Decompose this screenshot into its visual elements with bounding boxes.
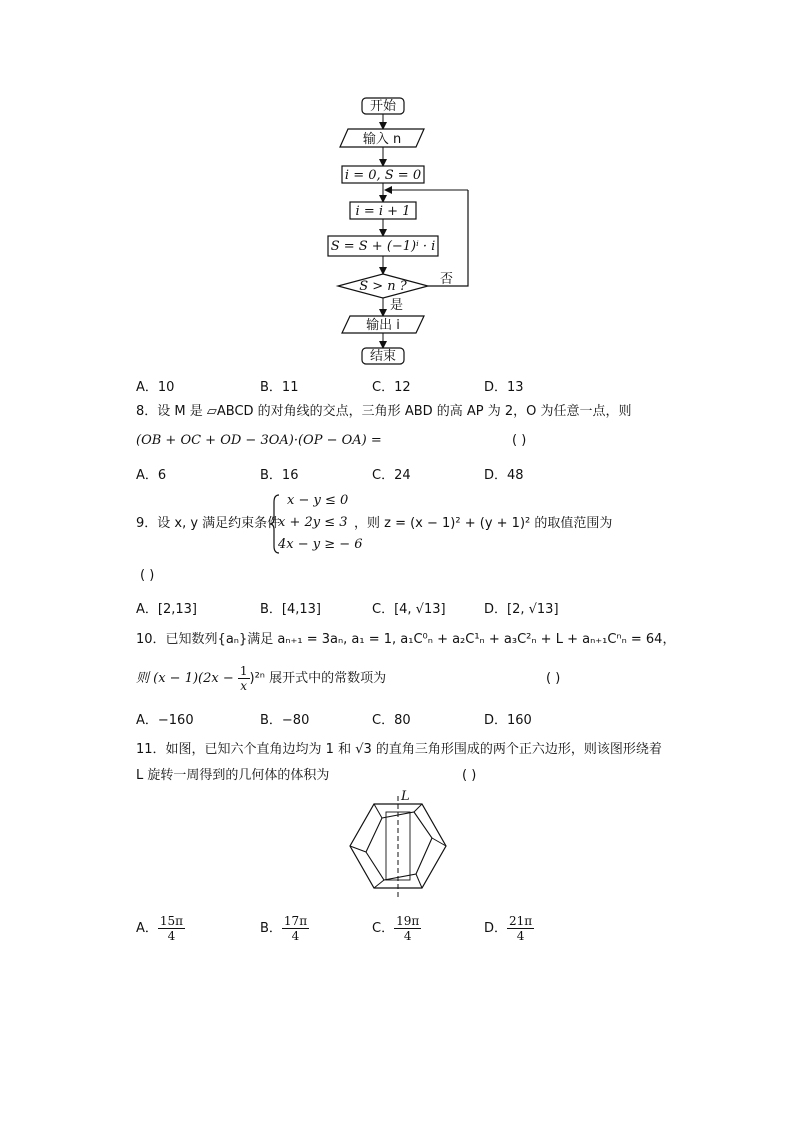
q11-option-b-label: B．: [260, 921, 282, 936]
q9-prefix: 9．设 x, y 满足约束条件: [136, 516, 281, 531]
q11-option-a-den: 4: [167, 929, 176, 943]
q7-option-b[interactable]: B．11: [260, 380, 299, 395]
q8-option-a[interactable]: A．6: [136, 468, 167, 483]
q11-option-b-den: 4: [291, 929, 300, 943]
q11-option-c-den: 4: [403, 929, 412, 943]
q11-option-d-label: D．: [484, 921, 508, 936]
q10-option-a[interactable]: A．−160: [136, 713, 194, 728]
q8-paren: ( ): [512, 433, 527, 448]
q11-option-c-label: C．: [372, 921, 395, 936]
q7-option-c[interactable]: C．12: [372, 380, 411, 395]
q11-option-c-num: 19π: [396, 914, 420, 928]
q10-fraction: [238, 664, 250, 693]
q9-option-d[interactable]: D．[2, √13]: [484, 602, 559, 617]
q9-constraint-3: 4x − y ≥ − 6: [278, 537, 363, 552]
q9-paren: ( ): [140, 568, 155, 583]
q10-line2: [136, 664, 386, 693]
q7-option-d[interactable]: D．13: [484, 380, 524, 395]
flow-no-label: 否: [440, 272, 454, 287]
q11-option-d-frac: [507, 914, 534, 943]
q10-expr-a: 则 (x − 1)(2x −: [136, 671, 238, 686]
q11-option-b-num: 17π: [283, 914, 308, 928]
q11-option-d[interactable]: [484, 914, 534, 943]
q11-option-a[interactable]: [136, 914, 185, 943]
q11-option-c-frac: [394, 914, 421, 943]
q8-option-c[interactable]: C．24: [372, 468, 411, 483]
flow-step2-text: S = S + (−1)ⁱ · i: [330, 239, 436, 254]
flow-step1-text: i = i + 1: [355, 204, 411, 219]
q9-constraint-1: x − y ≤ 0: [287, 493, 349, 508]
q10-option-b[interactable]: B．−80: [260, 713, 310, 728]
q11-option-d-den: 4: [516, 929, 525, 943]
q10-expr-b: )²ⁿ 展开式中的常数项为: [249, 671, 387, 686]
q11-paren: ( ): [462, 768, 477, 783]
q8-option-b[interactable]: B．16: [260, 468, 299, 483]
q11-option-c[interactable]: [372, 914, 421, 943]
q8-option-d[interactable]: D．48: [484, 468, 524, 483]
q9-suffix: ，则 z = (x − 1)² + (y + 1)² 的取值范围为: [354, 516, 613, 531]
q9-option-b[interactable]: B．[4,13]: [260, 602, 322, 617]
q11-option-b[interactable]: [260, 914, 309, 943]
flow-input-text: 输入 n: [362, 132, 402, 147]
axis-label: L: [401, 789, 410, 804]
q11-line1: 11．如图，已知六个直角边均为 1 和 √3 的直角三角形围成的两个正六边形，则该图形绕着: [136, 742, 662, 757]
q10-option-c[interactable]: C．80: [372, 713, 411, 728]
q11-option-a-frac: [158, 914, 185, 943]
flow-output-text: 输出 i: [366, 318, 400, 333]
q8-line2: (OB + OC + OD − 3OA)·(OP − OA) =: [136, 433, 382, 448]
q10-fraction-den: x: [240, 679, 248, 693]
q11-option-a-label: A．: [136, 921, 158, 936]
flow-start-text: 开始: [369, 99, 397, 114]
q11-line2: L 旋转一周得到的几何体的体积为: [136, 768, 330, 783]
q10-option-d[interactable]: D．160: [484, 713, 532, 728]
inner-hexagon: [366, 812, 432, 880]
q10-line1: 10．已知数列{aₙ}满足 aₙ₊₁ = 3aₙ, a₁ = 1, a₁C⁰ₙ + a₂C¹ₙ + a₃C²ₙ + L + aₙ₊₁Cⁿₙ = 64，: [136, 632, 676, 647]
q9-constraint-2: x + 2y ≤ 3: [278, 515, 348, 530]
q11-hexagon-figure: [340, 788, 460, 900]
q11-option-a-num: 15π: [159, 914, 184, 928]
q11-option-b-frac: [282, 914, 309, 943]
q9-option-c[interactable]: C．[4, √13]: [372, 602, 446, 617]
q10-paren: ( ): [546, 671, 561, 686]
q10-fraction-num: 1: [239, 664, 248, 678]
flow-end-text: 结束: [369, 349, 397, 364]
q9-option-a[interactable]: A．[2,13]: [136, 602, 197, 617]
flow-init-text: i = 0, S = 0: [344, 168, 422, 183]
q8-line1: 8．设 M 是 ▱ABCD 的对角线的交点，三角形 ABD 的高 AP 为 2，O 为任意一点，则: [136, 404, 632, 419]
flow-yes-label: 是: [390, 298, 404, 313]
q11-option-d-num: 21π: [509, 914, 533, 928]
flow-decision-text: S > n ?: [359, 279, 407, 294]
flowchart: [320, 92, 480, 372]
q7-option-a[interactable]: A．10: [136, 380, 175, 395]
